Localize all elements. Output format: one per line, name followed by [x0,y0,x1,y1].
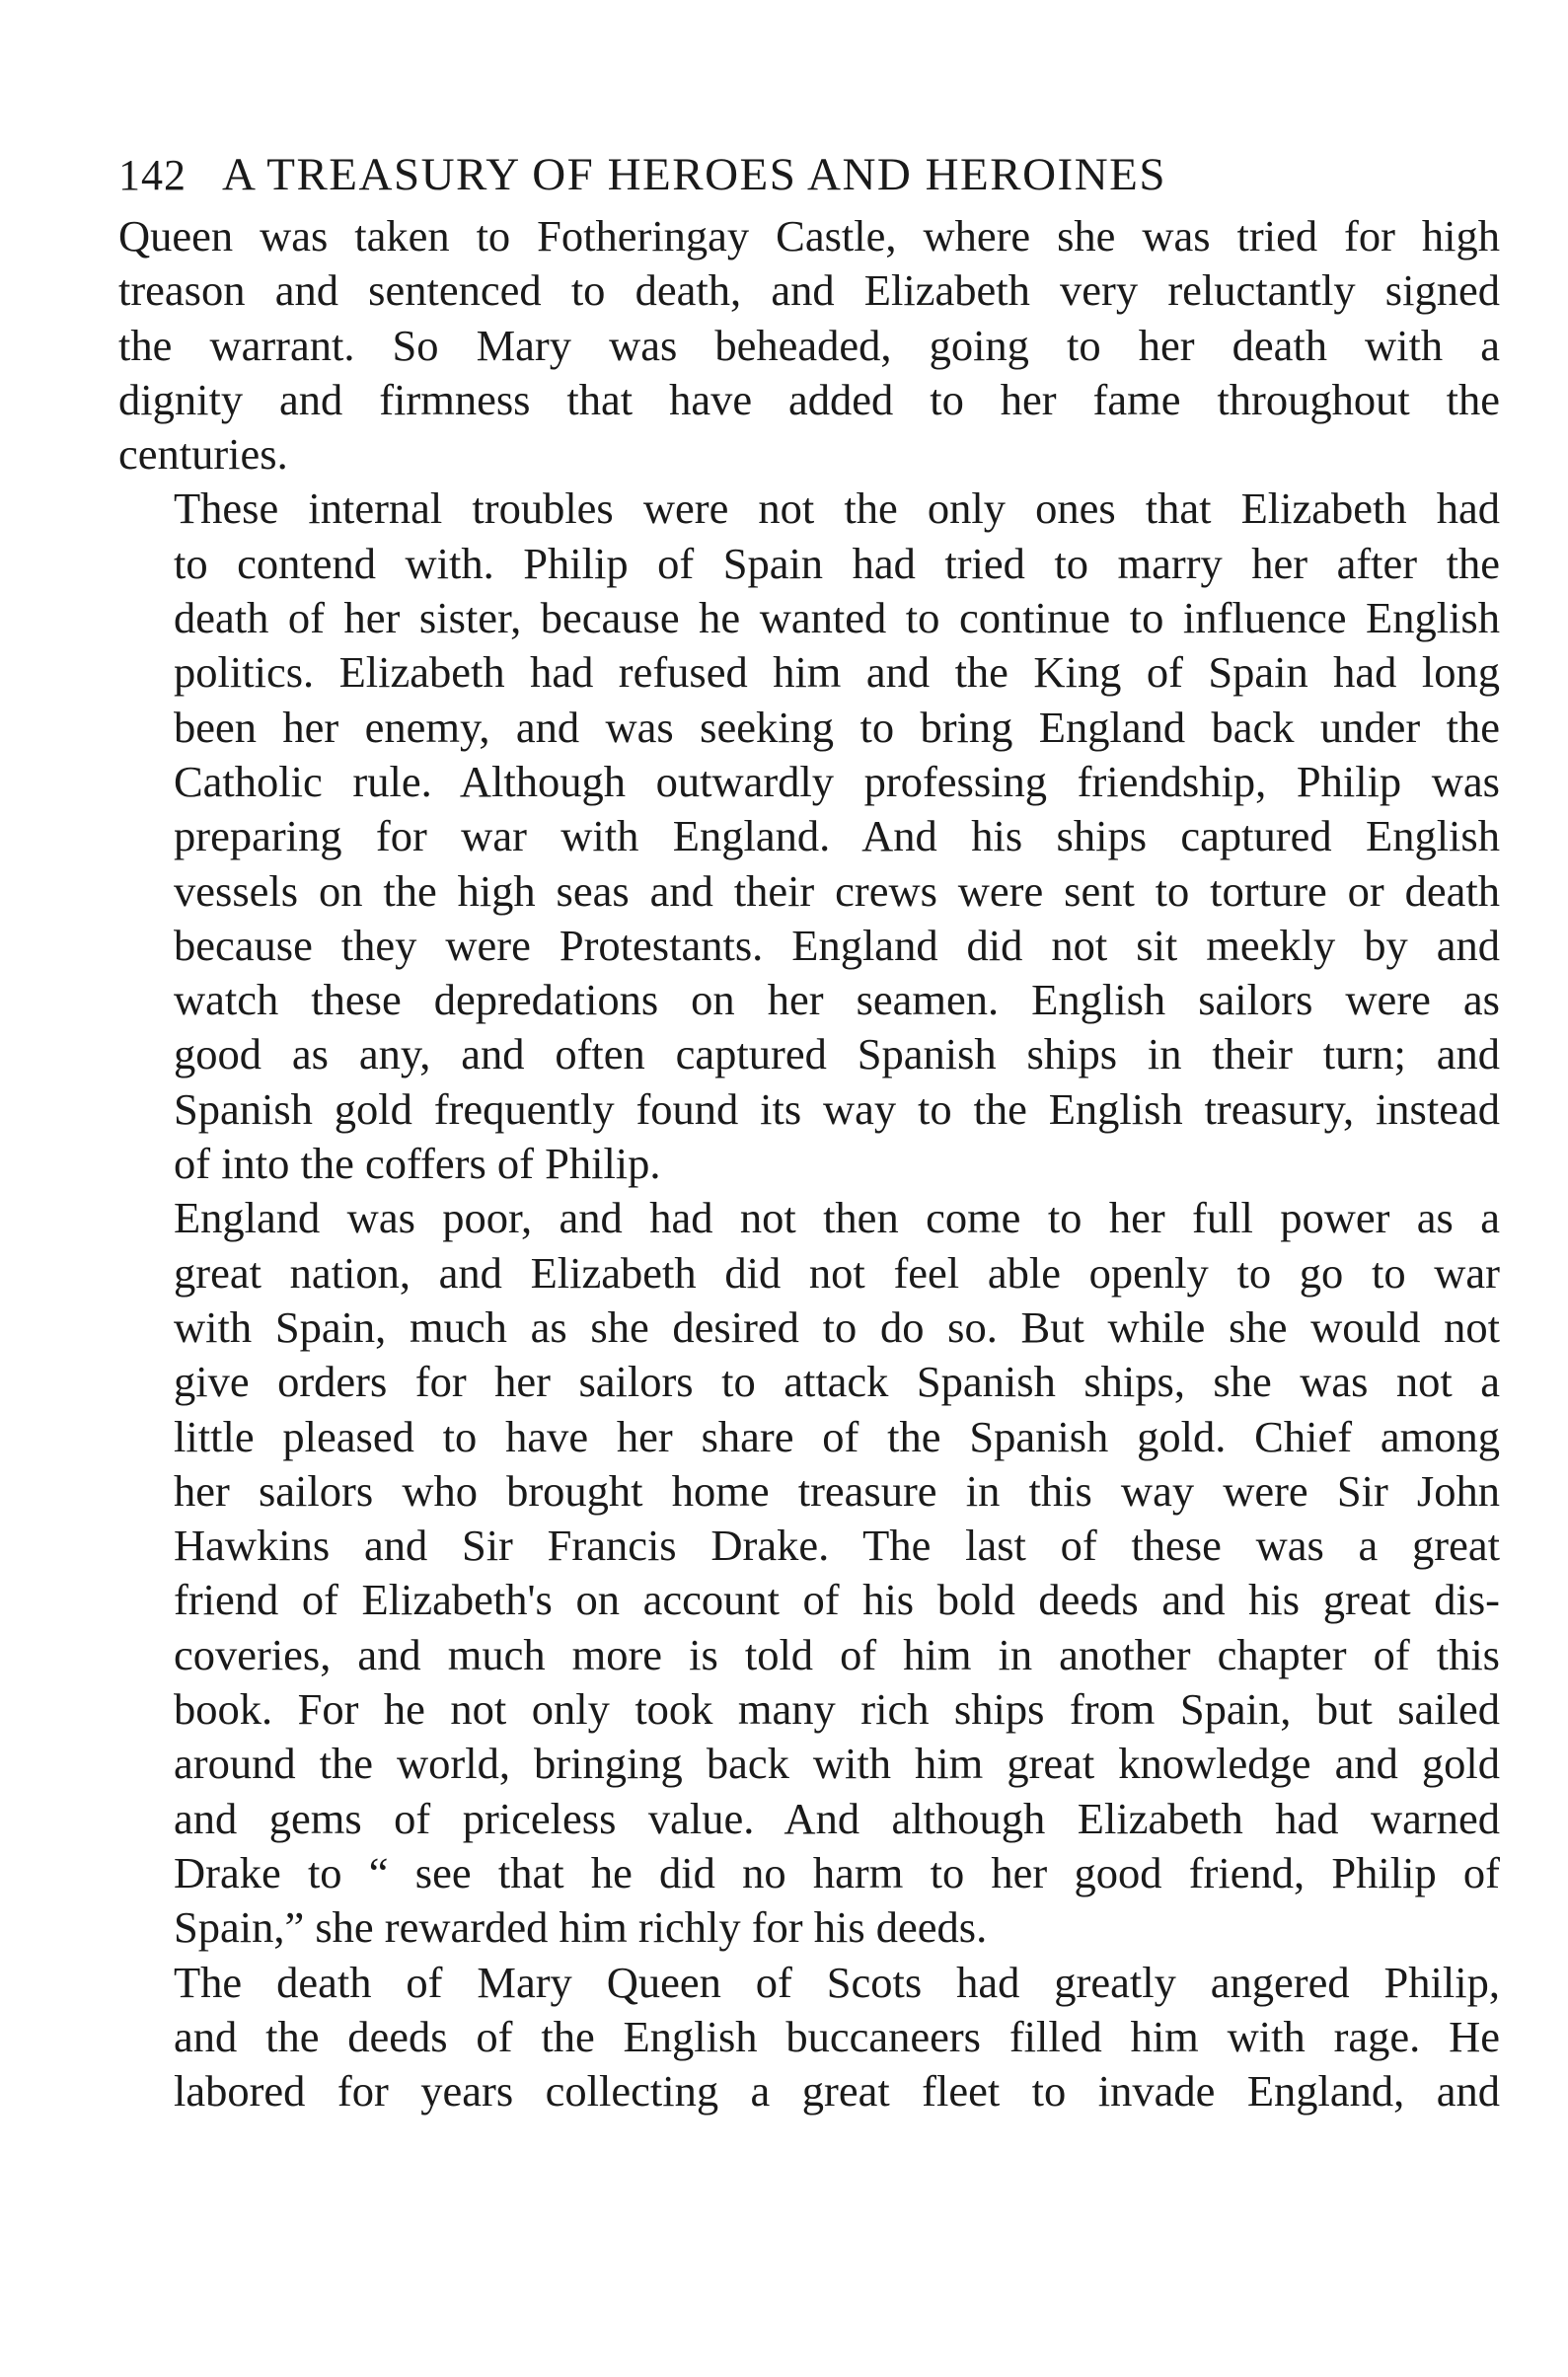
text-line: Spanish gold frequently found its way to the English treasury, instead [174,1083,1500,1134]
text-line: with Spain, much as she desired to do so. But while she would not [174,1301,1500,1352]
text-line: coveries, and much more is told of him in another chapter of this [174,1629,1500,1679]
text-line: Drake to “ see that he did no harm to her good friend, Philip of [174,1847,1500,1897]
text-line: great nation, and Elizabeth did not feel able openly to go to war [174,1247,1500,1298]
paragraph [118,1956,1500,2119]
paragraph [118,209,1500,482]
text-line: England was poor, and had not then come to her full power as a [174,1193,1500,1243]
text-line: little pleased to have her share of the Spanish gold. Chief among [174,1411,1500,1461]
running-title: A TREASURY OF HEROES AND HEROINES [222,149,1166,200]
text-line: because they were Protestants. England did not sit meekly by and [174,920,1500,970]
text-line: The death of Mary Queen of Scots had greatly angered Philip, [174,1957,1500,2007]
text-line: centuries. [118,429,288,480]
text-line: been her enemy, and was seeking to bring England back under the [174,702,1500,752]
text-line: These internal troubles were not the only ones that Elizabeth had [174,483,1500,534]
text-line: labored for years collecting a great fleet to invade England, and [174,2066,1500,2117]
text-line: Catholic rule. Although outwardly professing friendship, Philip was [174,756,1500,806]
text-line: treason and sentenced to death, and Elizabeth very reluctantly signed [118,265,1500,316]
text-line: vessels on the high seas and their crews were sent to torture or death [174,865,1500,916]
paragraph [118,482,1500,1191]
text-line: around the world, bringing back with him great knowledge and gold [174,1739,1500,1789]
text-line: friend of Elizabeth's on account of his bold deeds and his great dis- [174,1575,1500,1625]
paragraph [118,1191,1500,1955]
text-line: her sailors who brought home treasure in this way were Sir John [174,1465,1500,1516]
running-head [118,148,1500,201]
book-page [118,148,1500,2118]
text-line: of into the coffers of Philip. [174,1139,661,1189]
text-line: to contend with. Philip of Spain had tried to marry her after the [174,538,1500,588]
text-line: politics. Elizabeth had refused him and the King of Spain had long [174,647,1500,698]
text-line: and gems of priceless value. And although Elizabeth had warned [174,1793,1500,1843]
text-line: dignity and firmness that have added to her fame throughout the [118,374,1500,424]
text-line: death of her sister, because he wanted to continue to influence English [174,593,1500,643]
text-line: Spain,” she rewarded him richly for his deeds. [174,1902,988,1953]
text-line: preparing for war with England. And his ships captured English [174,811,1500,861]
text-line: watch these depredations on her seamen. English sailors were as [174,975,1500,1025]
text-line: Queen was taken to Fotheringay Castle, where she was tried for high [118,211,1500,260]
text-line: the warrant. So Mary was beheaded, going to her death with a [118,320,1500,370]
page-number: 142 [118,151,187,199]
body-text [118,209,1500,2118]
text-line: book. For he not only took many rich ships from Spain, but sailed [174,1684,1500,1735]
text-line: give orders for her sailors to attack Spanish ships, she was not a [174,1357,1500,1407]
text-line: good as any, and often captured Spanish ships in their turn; and [174,1029,1500,1079]
text-line: and the deeds of the English buccaneers filled him with rage. He [174,2011,1500,2061]
text-line: Hawkins and Sir Francis Drake. The last of these was a great [174,1521,1500,1571]
